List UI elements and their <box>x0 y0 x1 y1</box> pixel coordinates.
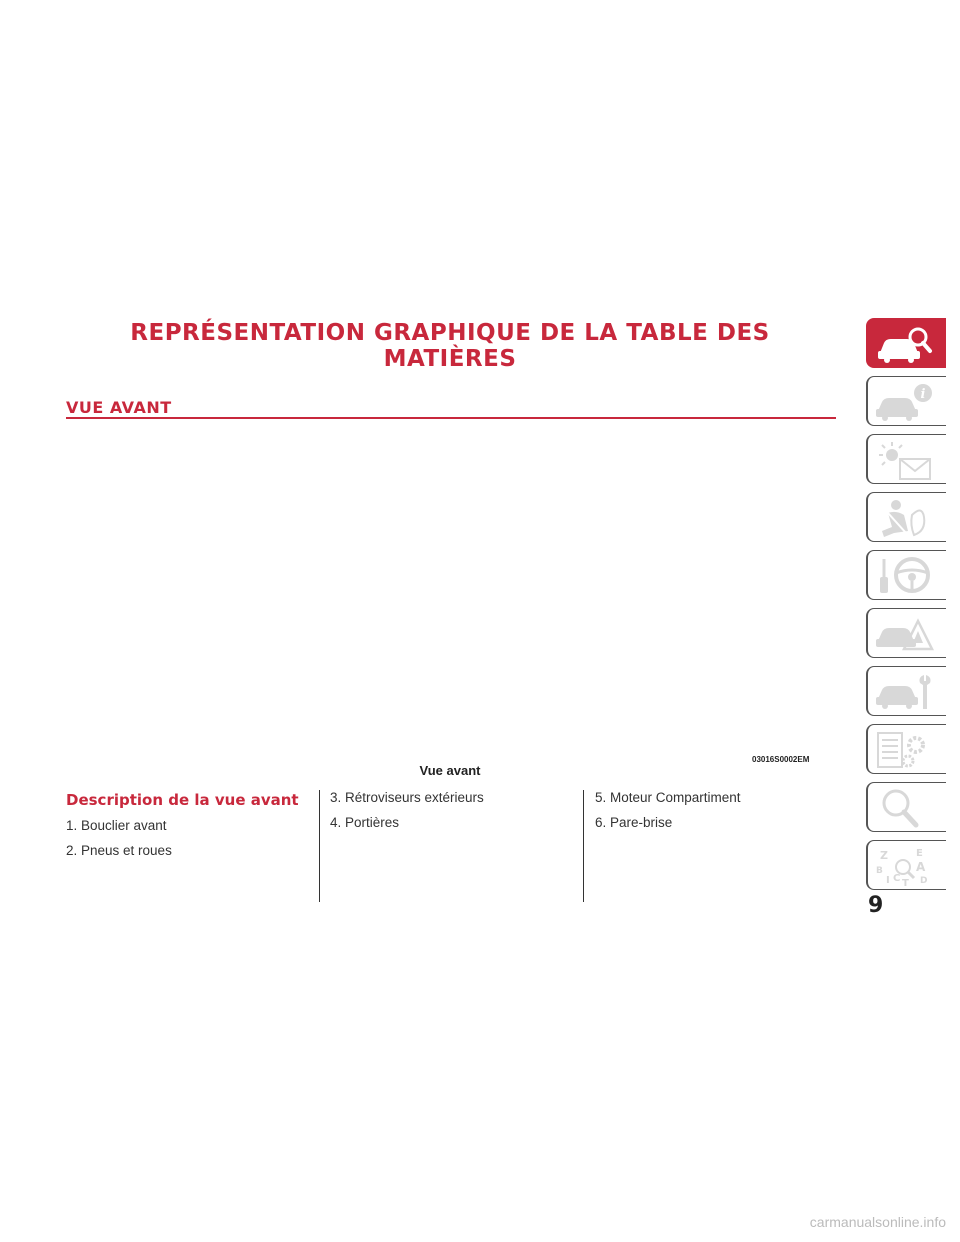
specifications-gears-icon <box>874 729 936 771</box>
figure-code: 03016S0002EM <box>752 755 810 764</box>
tab-seatbelt-airbag[interactable] <box>866 492 946 542</box>
index-letter: T <box>902 878 909 887</box>
description-heading: Description de la vue avant <box>66 791 299 809</box>
tab-car-maintenance[interactable] <box>866 666 946 716</box>
index-letter: D <box>920 876 928 886</box>
list-item: 6. Pare-brise <box>595 815 673 830</box>
tab-car-search[interactable] <box>866 318 946 368</box>
seatbelt-airbag-icon <box>874 497 936 539</box>
index-letter: E <box>916 848 923 859</box>
index-letter: B <box>876 866 883 876</box>
car-maintenance-icon <box>874 671 936 713</box>
tab-search[interactable] <box>866 782 946 832</box>
list-item: 4. Portières <box>330 815 400 830</box>
page-number: 9 <box>868 893 884 918</box>
svg-text:i: i <box>920 387 926 402</box>
tab-specifications[interactable] <box>866 724 946 774</box>
section-divider <box>66 417 836 419</box>
figure-caption: Vue avant <box>419 763 481 778</box>
list-item: 5. Moteur Compartiment <box>595 790 741 805</box>
key-steering-wheel-icon <box>874 555 936 597</box>
index-letter: Z <box>880 849 888 862</box>
watermark: carmanualsonline.info <box>809 1214 946 1230</box>
tab-car-info[interactable] <box>866 376 946 426</box>
page-title: REPRÉSENTATION GRAPHIQUE DE LA TABLE DES MATIÈRES <box>130 320 770 372</box>
list-item: 3. Rétroviseurs extérieurs <box>330 790 484 805</box>
index-letter: C <box>893 873 901 884</box>
car-info-icon <box>874 381 936 423</box>
magnifier-icon <box>874 787 936 829</box>
section-heading: VUE AVANT <box>66 398 172 417</box>
column-divider <box>319 790 320 902</box>
description-column-1 <box>66 790 311 868</box>
car-search-icon <box>874 323 936 365</box>
description-column-3 <box>595 790 840 840</box>
column-divider <box>583 790 584 902</box>
index-letter: I <box>886 875 890 886</box>
tab-car-emergency[interactable] <box>866 608 946 658</box>
tab-alphabetical-index[interactable] <box>866 840 946 890</box>
alphabetical-index-icon <box>874 845 936 887</box>
index-letter: A <box>916 860 926 874</box>
list-item: 2. Pneus et roues <box>66 843 172 858</box>
list-item: 1. Bouclier avant <box>66 818 167 833</box>
figure-image <box>66 430 836 755</box>
tab-key-steering[interactable] <box>866 550 946 600</box>
description-column-2 <box>330 790 575 840</box>
car-emergency-icon <box>874 613 936 655</box>
warning-lights-message-icon <box>874 439 936 481</box>
tab-warning-lights[interactable] <box>866 434 946 484</box>
